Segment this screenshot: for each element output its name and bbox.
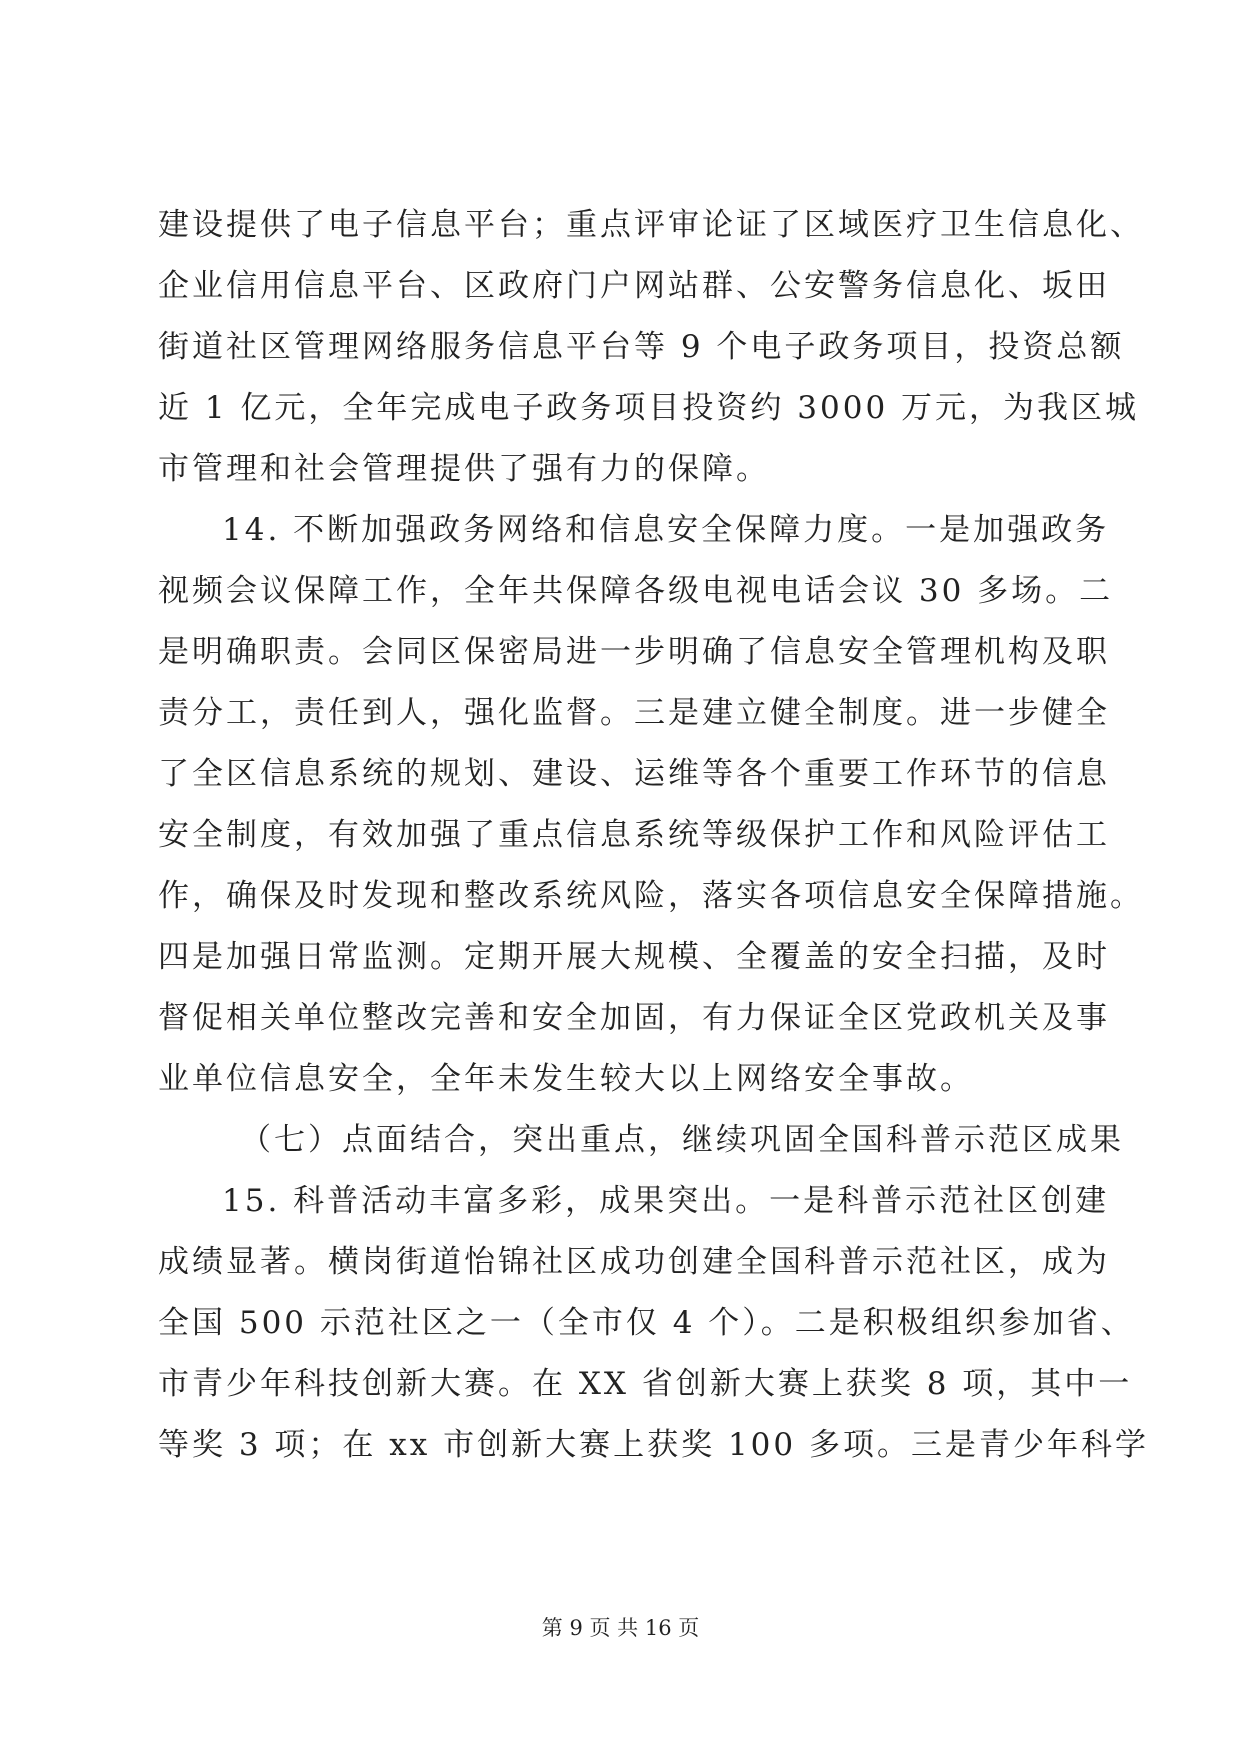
paragraph-15-start: 15. 科普活动丰富多彩，成果突出。一是科普示范社区创建 [222,1183,1110,1219]
body-text-line: 近 1 亿元，全年完成电子政务项目投资约 3000 万元，为我区城 [158,390,1140,426]
body-text-line: 责分工，责任到人，强化监督。三是建立健全制度。进一步健全 [158,695,1110,731]
body-text-line: 是明确职责。会同区保密局进一步明确了信息安全管理机构及职 [158,634,1110,670]
body-text-line: 了全区信息系统的规划、建设、运维等各个重要工作环节的信息 [158,756,1110,792]
body-text-line: 视频会议保障工作，全年共保障各级电视电话会议 30 多场。二 [158,573,1114,609]
body-text-line: 市管理和社会管理提供了强有力的保障。 [158,451,770,487]
body-text-line: 全国 500 示范社区之一（全市仅 4 个）。二是积极组织参加省、 [158,1305,1135,1341]
body-text-line: 四是加强日常监测。定期开展大规模、全覆盖的安全扫描，及时 [158,939,1110,975]
page-number-label: 第 9 页 共 16 页 [541,1616,700,1640]
body-text-line: 成绩显著。横岗街道怡锦社区成功创建全国科普示范社区，成为 [158,1244,1110,1280]
body-text-line: 督促相关单位整改完善和安全加固，有力保证全区党政机关及事 [158,1000,1110,1036]
body-text-line: 建设提供了电子信息平台；重点评审论证了区域医疗卫生信息化、 [158,207,1144,243]
body-text-line: 企业信用信息平台、区政府门户网站群、公安警务信息化、坂田 [158,268,1110,304]
paragraph-14-start: 14. 不断加强政务网络和信息安全保障力度。一是加强政务 [222,512,1110,548]
page-footer [0,1614,1241,1642]
section-heading: （七）点面结合，突出重点，继续巩固全国科普示范区成果 [240,1122,1124,1158]
body-text-line: 街道社区管理网络服务信息平台等 9 个电子政务项目，投资总额 [158,329,1125,365]
body-text-line: 市青少年科技创新大赛。在 XX 省创新大赛上获奖 8 项，其中一 [158,1366,1133,1402]
body-text-line: 作，确保及时发现和整改系统风险，落实各项信息安全保障措施。 [158,878,1144,914]
body-text-line: 业单位信息安全，全年未发生较大以上网络安全事故。 [158,1061,974,1097]
body-text-line: 等奖 3 项；在 xx 市创新大赛上获奖 100 多项。三是青少年科学 [158,1427,1149,1463]
body-text-line: 安全制度，有效加强了重点信息系统等级保护工作和风险评估工 [158,817,1110,853]
